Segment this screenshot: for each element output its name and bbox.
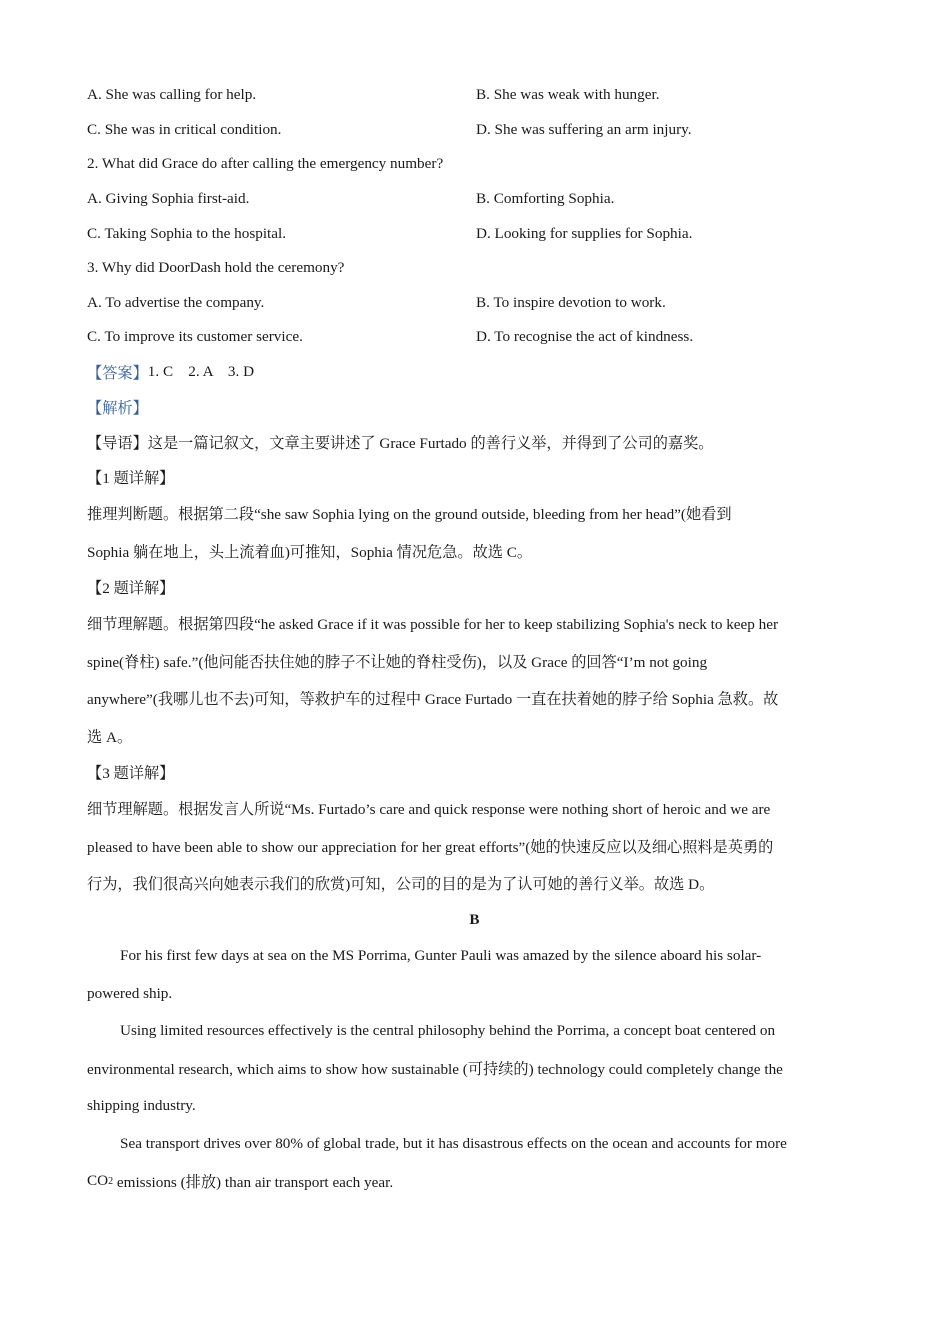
section-b-p2-line-2: environmental research, which aims to show how sustainable (可持续的) technology could completely change the [87,1061,783,1078]
detail1-line-1: 推理判断题。根据第二段“she saw Sophia lying on the ground outside, bleeding from her head”(她看到 [87,506,732,523]
q2-option-c: C. Taking Sophia to the hospital. [87,224,287,242]
detail2-line-4: 选 A。 [87,728,133,746]
detail1-heading: 【1 题详解】 [87,469,175,487]
q2-options-row-1 [87,182,862,217]
q1-option-b: B. She was weak with hunger. [476,86,660,104]
q3-option-d: D. To recognise the act of kindness. [476,328,694,346]
document-page [87,78,862,1200]
section-b-title: B [469,910,480,928]
q2-question: 2. What did Grace do after calling the emergency number? [87,155,444,173]
q1-options-row-1 [87,78,862,113]
q3-options-row-1 [87,286,862,321]
detail3-line-3: 行为，我们很高兴向她表示我们的欣赏)可知，公司的目的是为了认可她的善行义举。故选 D。 [87,876,715,893]
detail3-line-1: 细节理解题。根据发言人所说“Ms. Furtado’s care and quick response were nothing short of heroic and we are [87,801,771,818]
section-b-p2-line-1: Using limited resources effectively is the central philosophy behind the Porrima, a concept boat centered on [120,1022,776,1039]
q2-option-b: B. Comforting Sophia. [476,190,615,208]
q1-option-c: C. She was in critical condition. [87,120,282,138]
q2-options-row-2 [87,216,862,251]
q1-option-a: A. She was calling for help. [87,86,257,104]
q3-question: 3. Why did DoorDash hold the ceremony? [87,259,345,277]
detail2-line-3: anywhere”(我哪儿也不去)可知，等救护车的过程中 Grace Furtado 一直在扶着她的脖子给 Sophia 急救。故 [87,691,779,708]
detail3-heading: 【3 题详解】 [87,764,175,782]
detail1-line-2: Sophia 躺在地上，头上流着血)可推知，Sophia 情况危急。故选 C。 [87,543,533,561]
q1-options-row-2 [87,113,862,148]
q3-option-b: B. To inspire devotion to work. [476,293,666,311]
answer-value: 1. C 2. A 3. D [147,363,255,381]
section-b-p2-line-3: shipping industry. [87,1097,196,1114]
detail2-heading: 【2 题详解】 [87,579,175,597]
section-b-p1-line-1: For his first few days at sea on the MS Porrima, Gunter Pauli was amazed by the silence aboard his solar- [120,947,762,964]
detail3-line-2: pleased to have been able to show our appreciation for her great efforts”(她的快速反应以及细心照料是英勇的 [87,838,774,856]
q2-option-d: D. Looking for supplies for Sophia. [476,224,693,242]
q3-option-c: C. To improve its customer service. [87,328,303,346]
p3-line-2-rest: emissions (排放) than air transport each year. [113,1173,394,1191]
q1-option-d: D. She was suffering an arm injury. [476,120,692,138]
co2-subscript: 2 [108,1175,114,1187]
section-b-p3-line-2 [87,1162,862,1200]
intro-line: 【导语】这是一篇记叙文，文章主要讲述了 Grace Furtado 的善行义举，并得到了公司的嘉奖。 [87,434,714,452]
answer-line [87,355,862,390]
analysis-line [87,390,862,425]
q3-option-a: A. To advertise the company. [87,293,265,311]
answer-label: 【答案】 [87,364,148,382]
q3-options-row-2 [87,320,862,355]
section-b-p3-line-1: Sea transport drives over 80% of global trade, but it has disastrous effects on the ocean and accounts for more [120,1134,787,1152]
analysis-label: 【解析】 [87,399,148,417]
co2-text: CO [87,1172,109,1189]
detail2-line-2: spine(脊柱) safe.”(他问能否扶住她的脖子不让她的脊柱受伤)，以及 Grace 的回答“I’m not going [87,653,708,671]
detail2-line-1: 细节理解题。根据第四段“he asked Grace if it was possible for her to keep stabilizing Sophia's neck to keep her [87,616,779,633]
section-b-p1-line-2: powered ship. [87,984,173,1002]
q2-option-a: A. Giving Sophia first-aid. [87,190,250,208]
